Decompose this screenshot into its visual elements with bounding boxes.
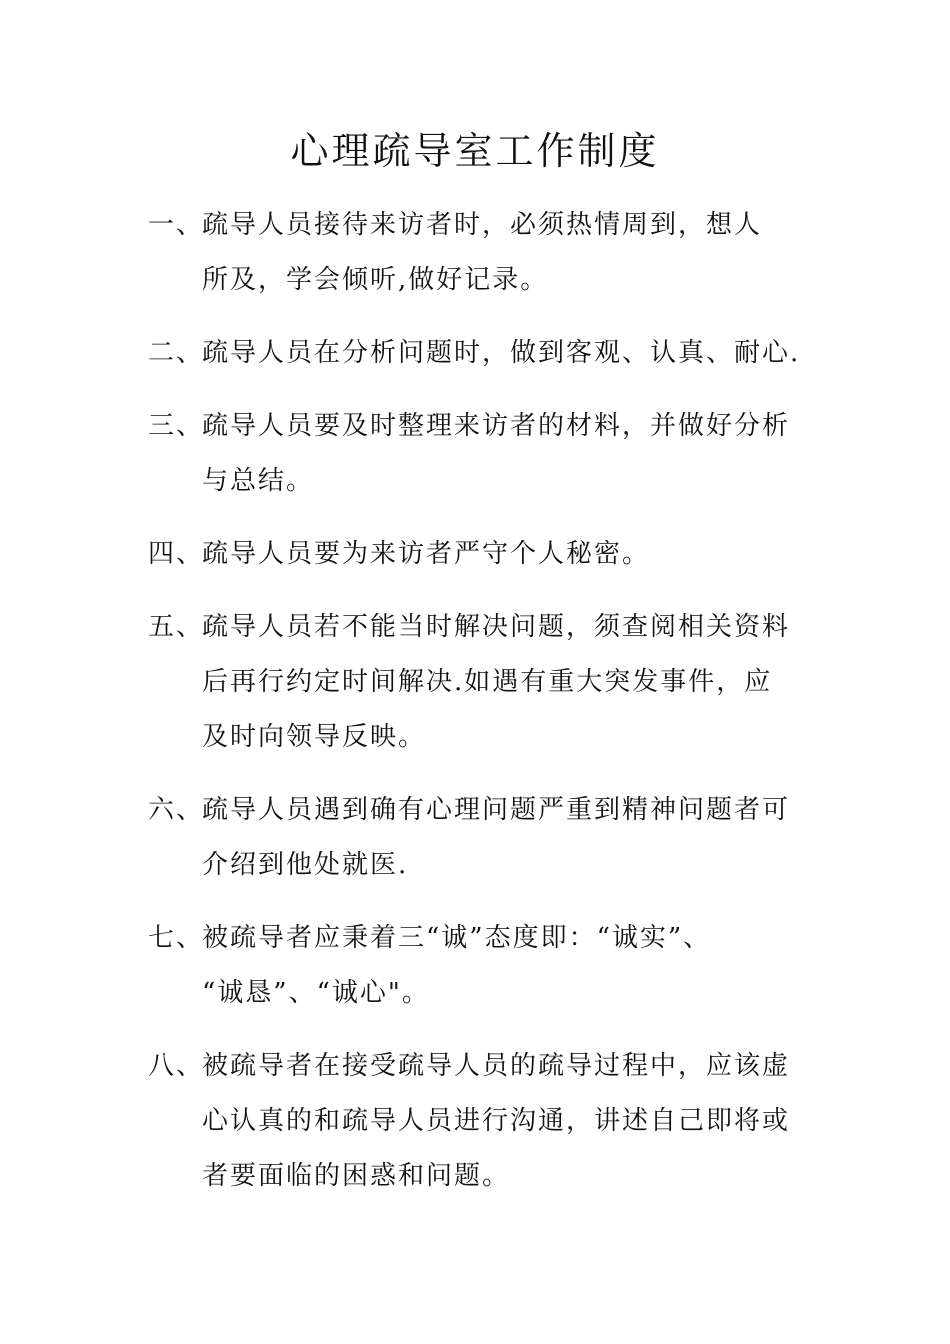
rules-list bbox=[148, 198, 838, 1222]
rule-text-line: 疏导人员遇到确有心理问题严重到精神问题者可 bbox=[202, 795, 791, 825]
rule-number: 三、 bbox=[148, 411, 205, 441]
rule-number: 一、 bbox=[148, 210, 205, 240]
rule-number: 七、 bbox=[148, 923, 205, 953]
rule-number: 二、 bbox=[148, 338, 205, 368]
rule-text-line: 被疏导者应秉着三“诚”态度即：“诚实”、 bbox=[202, 923, 712, 953]
rule-text-line: 介绍到他处就医. bbox=[202, 850, 409, 880]
rule-text-line: 所及，学会倾听,做好记录。 bbox=[202, 265, 549, 295]
rule-text-line: 及时向领导反映。 bbox=[202, 722, 427, 752]
rule-item-2 bbox=[148, 326, 838, 381]
rule-text-line: 心认真的和疏导人员进行沟通，讲述自己即将或 bbox=[202, 1106, 791, 1136]
rule-item-6 bbox=[148, 783, 838, 893]
rule-item-5 bbox=[148, 600, 838, 765]
rule-item-4 bbox=[148, 527, 838, 582]
rule-item-8 bbox=[148, 1039, 838, 1204]
rule-text-line: 疏导人员要及时整理来访者的材料，并做好分析 bbox=[202, 411, 791, 441]
rule-number: 八、 bbox=[148, 1051, 205, 1081]
rule-number: 五、 bbox=[148, 612, 205, 642]
rule-text-line: “诚恳”、“诚心"。 bbox=[202, 978, 430, 1008]
rule-text-line: 疏导人员要为来访者严守个人秘密。 bbox=[202, 539, 651, 569]
rule-text-line: 被疏导者在接受疏导人员的疏导过程中，应该虚 bbox=[202, 1051, 791, 1081]
rule-text-line: 者要面临的困惑和问题。 bbox=[202, 1161, 511, 1191]
rule-text-line: 与总结。 bbox=[202, 466, 315, 496]
rule-text-line: 疏导人员若不能当时解决问题，须查阅相关资料 bbox=[202, 612, 791, 642]
document-title: 心理疏导室工作制度 bbox=[290, 129, 660, 173]
rule-text-line: 疏导人员在分析问题时，做到客观、认真、耐心. bbox=[202, 338, 801, 368]
rule-text-line: 疏导人员接待来访者时，必须热情周到，想人 bbox=[202, 210, 763, 240]
rule-number: 六、 bbox=[148, 795, 205, 825]
rule-text-line: 后再行约定时间解决.如遇有重大突发事件，应 bbox=[202, 667, 773, 697]
rule-number: 四、 bbox=[148, 539, 205, 569]
rule-item-1 bbox=[148, 198, 838, 308]
rule-item-3 bbox=[148, 399, 838, 509]
rule-item-7 bbox=[148, 911, 838, 1021]
